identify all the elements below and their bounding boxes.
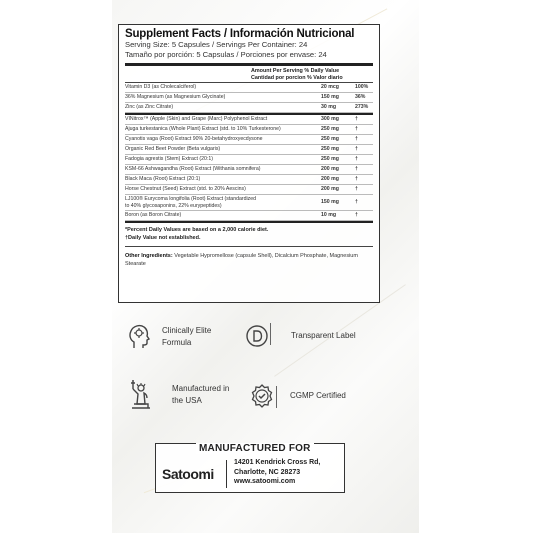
ingredient-row: KSM-66 Ashwagandha (Root) Extract (Withania somnifera) 200 mg † — [125, 165, 373, 175]
feature-label: Clinically Elite — [162, 326, 212, 335]
feature-label: CGMP Certified — [290, 391, 346, 400]
ingredient-row: Cyanotis vaga (Root) Extract 90% 20-betahydroxyecdysone 250 mg † — [125, 135, 373, 145]
manufacturer-heading: MANUFACTURED FOR — [196, 443, 314, 454]
feature-transparent-label — [245, 324, 356, 348]
serving-info-es: Tamaño por porción: 5 Capsulas / Porciones por envase: 24 — [125, 50, 327, 59]
divider — [125, 246, 373, 247]
statue-of-liberty-icon — [128, 380, 154, 410]
column-header-es: Cantidad por porcion % Valor diario — [251, 75, 343, 81]
divider — [226, 460, 227, 488]
feature-label: Manufactured in — [172, 384, 230, 393]
ingredient-row: Horse Chestnut (Seed) Extract (std. to 20% Aescins) 200 mg † — [125, 185, 373, 195]
footnote: *Percent Daily Values are based on a 2,000 calorie diet. †Daily Value not established. — [125, 227, 269, 241]
manufacturer-box — [155, 443, 345, 493]
feature-label: the USA — [172, 396, 202, 405]
ingredient-row: LJ100® Eurycoma longifolia (Root) Extract (standardized to 40% glycosaponins, 22% eurypeptides) 150 mg † — [125, 195, 373, 211]
nutrient-row: 36% Magnesium (as Magnesium Glycinate) 150 mg 36% — [125, 93, 373, 103]
feature-label: Formula — [162, 338, 192, 347]
facts-title: Supplement Facts / Información Nutricional — [125, 28, 355, 40]
brand-logo: Satoomi — [162, 466, 214, 482]
ingredient-row: Black Maca (Root) Extract (20:1) 200 mg † — [125, 175, 373, 185]
feature-made-in-usa — [128, 380, 229, 410]
ingredient-line: LJ100® Eurycoma longifolia (Root) Extract (standardized — [125, 196, 256, 202]
ingredient-row: Organic Red Beet Powder (Beta vulgaris) 250 mg † — [125, 145, 373, 155]
supplement-facts-panel — [118, 24, 380, 303]
nutrient-row: Vitamin D3 (as Cholecalciferol) 20 mcg 100% — [125, 83, 373, 93]
divider — [125, 63, 373, 66]
ingredient-line: to 40% glycosaponins, 22% eurypeptides) — [125, 202, 222, 209]
seal-check-icon — [250, 384, 274, 408]
d-circle-label-icon — [245, 324, 269, 348]
ingredient-row: VINitrox™ (Apple (Skin) and Grape (Marc) Polyphenol Extract 300 mg † — [125, 115, 373, 125]
ingredient-row: Fadogia agrestis (Stem) Extract (20:1) 250 mg † — [125, 155, 373, 165]
feature-label: Transparent Label — [291, 331, 356, 340]
ingredient-row: Boron (as Boron Citrate) 10 mg † — [125, 211, 373, 221]
other-ingredients: Other Ingredients: Vegetable Hypromellose (capsule Shell), Dicalcium Phosphate, Magnesium Stearate — [125, 253, 358, 267]
feature-clinically-elite — [128, 322, 211, 352]
brain-head-icon — [128, 322, 150, 352]
nutrient-row: Zinc (as Zinc Citrate) 30 mg 273% — [125, 103, 373, 113]
serving-info-en: Serving Size: 5 Capsules / Servings Per Container: 24 — [125, 40, 308, 49]
feature-cgmp — [250, 384, 346, 408]
column-header: Amount Per Serving % Daily Value — [251, 68, 340, 74]
website-link: www.satoomi.com — [234, 478, 296, 485]
manufacturer-address: 14201 Kendrick Cross Rd, Charlotte, NC 28273 www.satoomi.com — [234, 459, 321, 485]
ingredient-row: Ajuga turkestanica (Whole Plant) Extract (std. to 10% Turkesterone) 250 mg † — [125, 125, 373, 135]
divider — [125, 221, 373, 223]
